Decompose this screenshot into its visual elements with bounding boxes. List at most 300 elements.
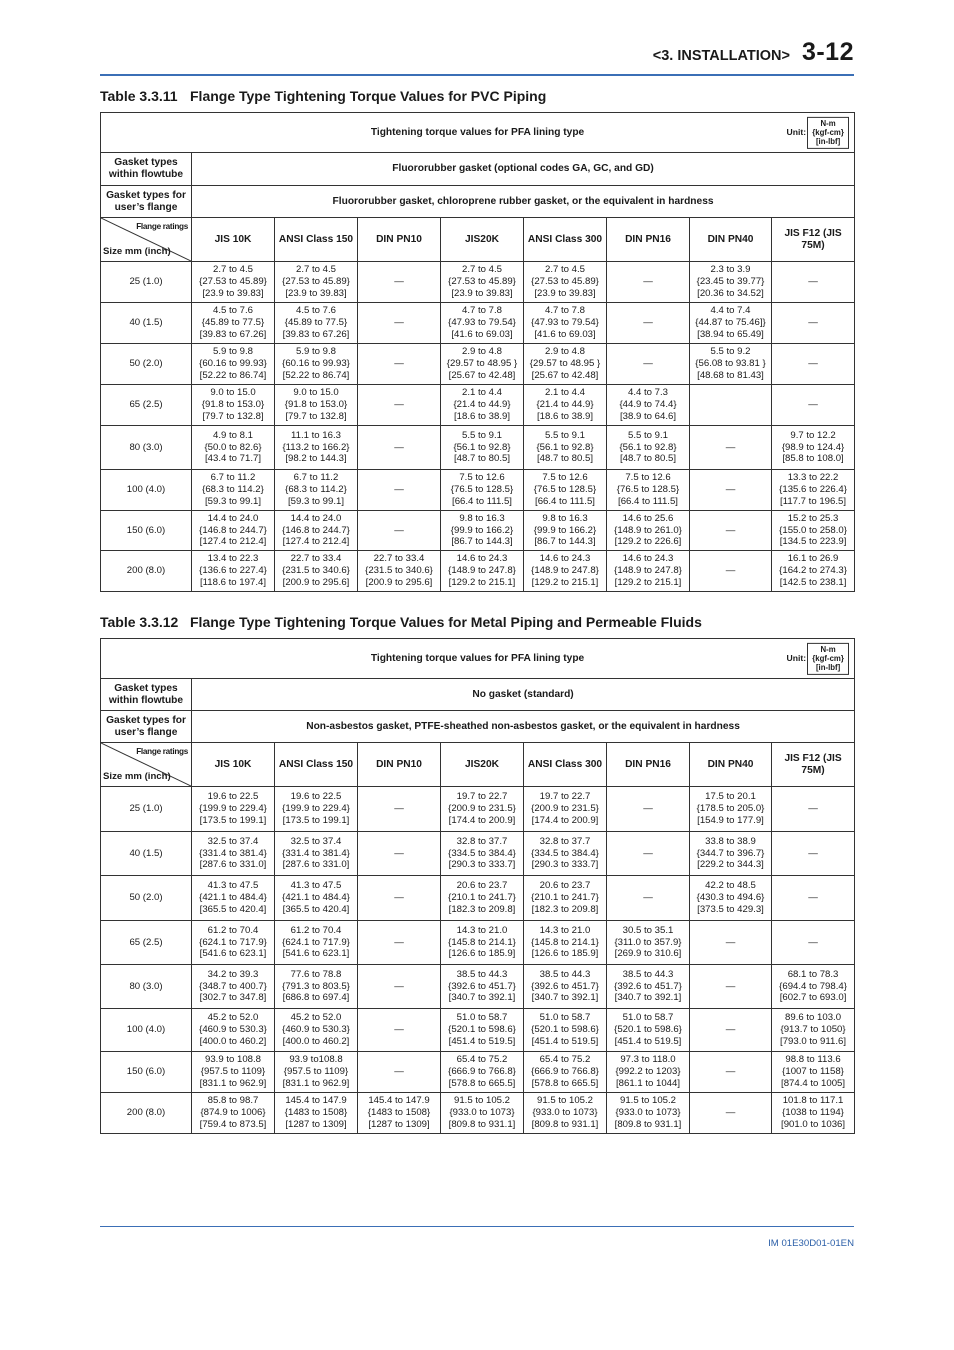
torque-cell bbox=[524, 1052, 607, 1093]
torque-value: {27.53 to 45.89} bbox=[199, 276, 267, 288]
torque-value: 51.0 to 58.7 bbox=[622, 1012, 674, 1024]
torque-cell bbox=[607, 511, 690, 551]
torque-cell bbox=[192, 965, 275, 1009]
table-body bbox=[101, 787, 855, 1134]
table-row bbox=[101, 262, 855, 303]
torque-value: [52.22 to 86.74] bbox=[199, 369, 267, 381]
torque-value: [229.2 to 344.3] bbox=[697, 859, 764, 871]
torque-value: {311.0 to 357.9} bbox=[614, 936, 682, 948]
unit-kgf-cm: {kgf-cm} bbox=[812, 127, 844, 137]
torque-cell bbox=[275, 1052, 358, 1093]
torque-value: 20.6 to 23.7 bbox=[456, 880, 508, 892]
torque-value: 14.3 to 21.0 bbox=[456, 924, 508, 936]
torque-value: 93.9 to108.8 bbox=[289, 1054, 343, 1066]
torque-value: 51.0 to 58.7 bbox=[456, 1012, 508, 1024]
torque-value: [602.7 to 693.0] bbox=[779, 992, 847, 1004]
torque-value: 14.4 to 24.0 bbox=[207, 512, 259, 524]
torque-value: 98.8 to 113.6 bbox=[785, 1054, 841, 1066]
torque-value: [48.7 to 80.5] bbox=[536, 453, 593, 465]
torque-cell bbox=[192, 832, 275, 876]
torque-value: {231.5 to 340.6} bbox=[365, 565, 433, 577]
torque-value: [578.8 to 665.5] bbox=[448, 1077, 516, 1089]
torque-value: [48.7 to 80.5] bbox=[619, 453, 676, 465]
torque-value: {430.3 to 494.6} bbox=[696, 892, 765, 904]
torque-cell bbox=[690, 832, 772, 876]
torque-value: [129.2 to 226.6] bbox=[614, 536, 682, 548]
torque-value: [182.3 to 209.8] bbox=[531, 903, 599, 915]
torque-cell bbox=[772, 832, 855, 876]
torque-value: {1007 to 1158} bbox=[782, 1066, 844, 1078]
torque-value: 77.6 to 78.8 bbox=[290, 968, 342, 980]
torque-cell bbox=[524, 426, 607, 470]
size-cell: 80 (3.0) bbox=[101, 965, 192, 1009]
torque-cell bbox=[275, 344, 358, 385]
torque-value: {231.5 to 340.6} bbox=[282, 565, 350, 577]
torque-cell bbox=[275, 1093, 358, 1134]
torque-value: 4.4 to 7.4 bbox=[710, 305, 751, 317]
torque-value: {666.9 to 766.8} bbox=[448, 1066, 516, 1078]
torque-value: 145.4 to 147.9 bbox=[285, 1095, 347, 1107]
torque-cell bbox=[690, 551, 772, 592]
torque-cell bbox=[607, 832, 690, 876]
torque-cell bbox=[441, 551, 524, 592]
torque-value: [759.4 to 873.5] bbox=[199, 1118, 267, 1130]
table-row bbox=[101, 1052, 855, 1093]
table-row bbox=[101, 344, 855, 385]
torque-value: [365.5 to 420.4] bbox=[199, 903, 267, 915]
torque-value: {148.9 to 247.8} bbox=[614, 565, 682, 577]
torque-value: {957.5 to 1109} bbox=[283, 1066, 349, 1078]
torque-value: {460.9 to 530.3} bbox=[282, 1024, 350, 1036]
torque-cell bbox=[524, 303, 607, 344]
table-number: Table 3.3.11 bbox=[100, 88, 178, 104]
torque-value: [20.36 to 34.52] bbox=[697, 287, 764, 299]
torque-cell bbox=[441, 426, 524, 470]
torque-value: [809.8 to 931.1] bbox=[448, 1118, 516, 1130]
torque-cell bbox=[690, 1093, 772, 1134]
torque-value: [874.4 to 1005] bbox=[781, 1077, 846, 1089]
table-row bbox=[101, 965, 855, 1009]
torque-value: — bbox=[725, 441, 736, 453]
torque-value: [59.3 to 99.1] bbox=[204, 495, 261, 507]
torque-value: [269.9 to 310.6] bbox=[614, 948, 682, 960]
torque-value: [365.5 to 420.4] bbox=[282, 903, 350, 915]
size-cell: 50 (2.0) bbox=[101, 876, 192, 921]
torque-cell bbox=[772, 511, 855, 551]
torque-value: [129.2 to 215.1] bbox=[448, 576, 516, 588]
torque-value: {45.89 to 77.5} bbox=[201, 317, 265, 329]
corner-header bbox=[101, 218, 192, 262]
table-caption bbox=[100, 88, 546, 104]
torque-value: 5.5 to 9.1 bbox=[627, 429, 668, 441]
torque-value: 32.8 to 37.7 bbox=[456, 835, 508, 847]
torque-cell bbox=[275, 876, 358, 921]
table-row bbox=[101, 551, 855, 592]
torque-value: [126.6 to 185.9] bbox=[448, 948, 516, 960]
unit-in-lbf: [in-lbf] bbox=[815, 137, 841, 147]
torque-cell bbox=[524, 470, 607, 511]
torque-value: [541.6 to 623.1] bbox=[282, 948, 350, 960]
size-cell: 25 (1.0) bbox=[101, 262, 192, 303]
torque-value: 42.2 to 48.5 bbox=[705, 880, 756, 892]
torque-value: 13.4 to 22.3 bbox=[207, 553, 259, 565]
torque-cell bbox=[441, 511, 524, 551]
torque-value: {44.87 to 75.46]} bbox=[695, 317, 766, 329]
torque-value: [182.3 to 209.8] bbox=[448, 903, 516, 915]
torque-value: — bbox=[725, 484, 736, 496]
torque-value: {913.7 to 1050} bbox=[780, 1024, 846, 1036]
torque-value: 101.8 to 117.1 bbox=[782, 1095, 844, 1107]
torque-value: {334.5 to 384.4} bbox=[448, 847, 516, 859]
corner-header bbox=[101, 743, 192, 787]
torque-value: {45.89 to 77.5} bbox=[284, 317, 348, 329]
torque-value: [79.7 to 132.8] bbox=[202, 410, 264, 422]
torque-cell bbox=[441, 1009, 524, 1052]
page-number: 3-12 bbox=[801, 38, 854, 66]
torque-cell bbox=[524, 832, 607, 876]
col-dinpn16: DIN PN16 bbox=[607, 743, 690, 787]
table-title: Flange Type Tightening Torque Values for PVC Piping bbox=[190, 88, 547, 104]
flange-ratings-label: Flange ratings bbox=[136, 222, 188, 231]
torque-cell bbox=[524, 787, 607, 832]
torque-value: {933.0 to 1073} bbox=[532, 1107, 598, 1119]
torque-value: 2.7 to 4.5 bbox=[212, 264, 253, 276]
torque-value: [98.2 to 144.3] bbox=[285, 453, 347, 465]
torque-value: [25.67 to 42.48] bbox=[531, 369, 599, 381]
torque-cell bbox=[441, 262, 524, 303]
torque-value: [809.8 to 931.1] bbox=[531, 1118, 599, 1130]
unit-nm: N-m bbox=[820, 644, 836, 654]
torque-value: [541.6 to 623.1] bbox=[199, 948, 267, 960]
torque-cell bbox=[772, 876, 855, 921]
gasket-user-value: Fluororubber gasket, chloroprene rubber gasket, or the equivalent in hardness bbox=[192, 186, 855, 218]
torque-value: [290.3 to 333.7] bbox=[448, 859, 516, 871]
unit-box bbox=[807, 116, 849, 148]
torque-cell bbox=[358, 1009, 441, 1052]
torque-value: — bbox=[394, 936, 404, 948]
torque-value: {27.53 to 45.89} bbox=[282, 276, 350, 288]
torque-value: [23.9 to 39.83] bbox=[202, 287, 264, 299]
torque-value: [85.8 to 108.0] bbox=[782, 453, 844, 465]
torque-value: [52.22 to 86.74] bbox=[282, 369, 350, 381]
torque-value: {392.6 to 451.7} bbox=[531, 980, 599, 992]
torque-cell bbox=[524, 921, 607, 965]
torque-value: — bbox=[394, 980, 404, 992]
torque-value: 2.7 to 4.5 bbox=[461, 264, 502, 276]
size-cell: 25 (1.0) bbox=[101, 787, 192, 832]
size-cell: 150 (6.0) bbox=[101, 1052, 192, 1093]
torque-cell bbox=[607, 470, 690, 511]
col-dinpn40: DIN PN40 bbox=[690, 743, 772, 787]
torque-value: 4.4 to 7.3 bbox=[627, 387, 668, 399]
torque-value: — bbox=[394, 803, 404, 815]
col-jisf12: JIS F12 (JIS 75M) bbox=[772, 743, 855, 787]
torque-value: {1038 to 1194} bbox=[782, 1107, 844, 1119]
torque-value: [66.4 to 111.5] bbox=[452, 495, 512, 507]
torque-cell bbox=[690, 965, 772, 1009]
torque-value: [129.2 to 215.1] bbox=[531, 576, 599, 588]
torque-value: — bbox=[394, 1024, 404, 1036]
torque-cell bbox=[192, 303, 275, 344]
torque-value: [287.6 to 331.0] bbox=[282, 859, 350, 871]
gasket-user-value: Non-asbestos gasket, PTFE-sheathed non-asbestos gasket, or the equivalent in hardness bbox=[192, 711, 855, 743]
torque-value: [25.67 to 42.48] bbox=[448, 369, 516, 381]
torque-value: — bbox=[643, 317, 653, 329]
torque-value: {98.9 to 124.4} bbox=[781, 441, 845, 453]
torque-value: {60.16 to 99.93} bbox=[282, 358, 350, 370]
torque-cell bbox=[275, 303, 358, 344]
torque-value: [48.68 to 81.43] bbox=[697, 369, 764, 381]
torque-value: 9.8 to 16.3 bbox=[542, 512, 588, 524]
table-caption bbox=[100, 614, 702, 630]
torque-value: {178.5 to 205.0} bbox=[696, 803, 765, 815]
torque-value: [1287 to 1309] bbox=[368, 1118, 430, 1130]
torque-value: — bbox=[394, 399, 404, 411]
torque-cell bbox=[275, 470, 358, 511]
torque-value: {992.2 to 1203} bbox=[615, 1066, 681, 1078]
torque-value: 34.2 to 39.3 bbox=[207, 968, 259, 980]
col-dinpn40: DIN PN40 bbox=[690, 218, 772, 262]
size-cell: 65 (2.5) bbox=[101, 921, 192, 965]
torque-value: 38.5 to 44.3 bbox=[456, 968, 508, 980]
torque-cell bbox=[772, 787, 855, 832]
torque-cell bbox=[772, 303, 855, 344]
torque-value: {99.9 to 166.2} bbox=[533, 524, 597, 536]
torque-value: [831.1 to 962.9] bbox=[199, 1077, 267, 1089]
torque-value: — bbox=[643, 276, 653, 288]
size-cell: 80 (3.0) bbox=[101, 426, 192, 470]
torque-value: [340.7 to 392.1] bbox=[448, 992, 516, 1004]
torque-value: [154.9 to 177.9] bbox=[697, 814, 764, 826]
torque-value: — bbox=[394, 892, 404, 904]
torque-cell bbox=[772, 551, 855, 592]
torque-cell bbox=[192, 262, 275, 303]
torque-value: [451.4 to 519.5] bbox=[448, 1035, 516, 1047]
torque-value: 45.2 to 52.0 bbox=[207, 1012, 259, 1024]
torque-cell bbox=[690, 344, 772, 385]
torque-value: 33.8 to 38.9 bbox=[705, 835, 756, 847]
torque-cell bbox=[607, 965, 690, 1009]
torque-value: {148.9 to 247.8} bbox=[448, 565, 516, 577]
torque-value: [66.4 to 111.5] bbox=[535, 495, 595, 507]
torque-value: 14.6 to 24.3 bbox=[622, 553, 674, 565]
unit-label: Unit: bbox=[786, 126, 807, 137]
torque-value: 11.1 to 16.3 bbox=[291, 429, 341, 441]
gasket-flowtube-label: Gasket types within flowtube bbox=[101, 679, 192, 711]
torque-value: — bbox=[394, 1066, 404, 1078]
torque-cell bbox=[772, 344, 855, 385]
torque-cell bbox=[192, 385, 275, 426]
torque-value: {56.1 to 92.8} bbox=[619, 441, 677, 453]
col-jis10k: JIS 10K bbox=[192, 743, 275, 787]
heading-text: Tightening torque values for PFA lining type bbox=[370, 652, 585, 664]
torque-value: {56.08 to 93.81 } bbox=[695, 358, 766, 370]
torque-value: {200.9 to 231.5} bbox=[448, 803, 516, 815]
col-dinpn16: DIN PN16 bbox=[607, 218, 690, 262]
torque-cell bbox=[358, 511, 441, 551]
torque-value: — bbox=[725, 1107, 736, 1119]
torque-value: {148.9 to 261.0} bbox=[614, 524, 682, 536]
torque-value: — bbox=[725, 936, 736, 948]
torque-cell bbox=[690, 303, 772, 344]
torque-value: {29.57 to 48.95 } bbox=[529, 358, 601, 370]
torque-value: 65.4 to 75.2 bbox=[456, 1054, 508, 1066]
torque-value: 9.0 to 15.0 bbox=[293, 387, 339, 399]
torque-value: {68.3 to 114.2} bbox=[285, 484, 347, 496]
torque-value: {957.5 to 1109} bbox=[200, 1066, 266, 1078]
col-ansi150: ANSI Class 150 bbox=[275, 743, 358, 787]
torque-cell bbox=[441, 385, 524, 426]
col-ansi300: ANSI Class 300 bbox=[524, 743, 607, 787]
torque-value: 15.2 to 25.3 bbox=[787, 512, 839, 524]
gasket-flowtube-value: No gasket (standard) bbox=[192, 679, 855, 711]
torque-cell bbox=[441, 876, 524, 921]
torque-value: {47.93 to 79.54} bbox=[448, 317, 516, 329]
size-cell: 200 (8.0) bbox=[101, 1093, 192, 1134]
torque-cell bbox=[275, 832, 358, 876]
torque-value: 2.9 to 4.8 bbox=[461, 346, 502, 358]
torque-value: [686.8 to 697.4] bbox=[282, 992, 350, 1004]
torque-value: 4.5 to 7.6 bbox=[212, 305, 253, 317]
torque-value: 45.2 to 52.0 bbox=[290, 1012, 342, 1024]
torque-cell bbox=[690, 876, 772, 921]
torque-cell bbox=[441, 832, 524, 876]
torque-value: [340.7 to 392.1] bbox=[531, 992, 599, 1004]
torque-cell bbox=[441, 921, 524, 965]
torque-value: {99.9 to 166.2} bbox=[450, 524, 514, 536]
torque-cell bbox=[192, 551, 275, 592]
torque-value: {331.4 to 381.4} bbox=[282, 847, 350, 859]
size-cell: 200 (8.0) bbox=[101, 551, 192, 592]
torque-value: 14.6 to 24.3 bbox=[456, 553, 508, 565]
torque-value: {164.2 to 274.3} bbox=[779, 565, 847, 577]
col-jis20k: JIS20K bbox=[441, 743, 524, 787]
torque-value: {520.1 to 598.6} bbox=[614, 1024, 682, 1036]
torque-value: {348.7 to 400.7} bbox=[199, 980, 267, 992]
torque-value: [174.4 to 200.9] bbox=[531, 814, 599, 826]
table-row bbox=[101, 385, 855, 426]
torque-value: — bbox=[808, 847, 818, 859]
torque-value: 16.1 to 26.9 bbox=[787, 553, 839, 565]
torque-value: [1287 to 1309] bbox=[285, 1118, 347, 1130]
torque-value: {146.8 to 244.7} bbox=[199, 524, 267, 536]
col-jisf12: JIS F12 (JIS 75M) bbox=[772, 218, 855, 262]
torque-value: 61.2 to 70.4 bbox=[290, 924, 342, 936]
torque-value: {91.8 to 153.0} bbox=[284, 399, 348, 411]
table-row bbox=[101, 1009, 855, 1052]
torque-value: 19.7 to 22.7 bbox=[539, 791, 591, 803]
torque-cell bbox=[358, 262, 441, 303]
torque-value: — bbox=[394, 276, 404, 288]
torque-value: 19.6 to 22.5 bbox=[207, 791, 259, 803]
torque-cell bbox=[358, 551, 441, 592]
torque-value: [373.5 to 429.3] bbox=[697, 903, 764, 915]
torque-cell bbox=[607, 1052, 690, 1093]
torque-value: 5.5 to 9.1 bbox=[461, 429, 502, 441]
footer-rule bbox=[100, 1226, 854, 1227]
torque-value: — bbox=[725, 1024, 736, 1036]
torque-cell bbox=[192, 344, 275, 385]
table-row bbox=[101, 787, 855, 832]
torque-cell bbox=[690, 470, 772, 511]
table-row bbox=[101, 303, 855, 344]
torque-cell bbox=[772, 1093, 855, 1134]
torque-value: {460.9 to 530.3} bbox=[199, 1024, 267, 1036]
torque-value: — bbox=[394, 358, 404, 370]
torque-value: {199.9 to 229.4} bbox=[282, 803, 350, 815]
torque-value: {694.4 to 798.4} bbox=[779, 980, 847, 992]
torque-value: 14.6 to 25.6 bbox=[622, 512, 674, 524]
torque-cell bbox=[358, 876, 441, 921]
torque-cell bbox=[607, 426, 690, 470]
table-row bbox=[101, 832, 855, 876]
torque-cell bbox=[358, 1093, 441, 1134]
torque-value: 2.7 to 4.5 bbox=[544, 264, 585, 276]
torque-value: [48.7 to 80.5] bbox=[453, 453, 510, 465]
heading-text: Tightening torque values for PFA lining type bbox=[370, 126, 585, 138]
torque-value: 14.6 to 24.3 bbox=[539, 553, 591, 565]
torque-cell bbox=[441, 1093, 524, 1134]
torque-value: {392.6 to 451.7} bbox=[614, 980, 682, 992]
torque-cell bbox=[192, 1009, 275, 1052]
torque-value: 7.5 to 12.6 bbox=[459, 472, 505, 484]
torque-value: {155.0 to 258.0} bbox=[779, 524, 847, 536]
torque-cell bbox=[524, 1093, 607, 1134]
torque-value: 4.9 to 8.1 bbox=[212, 429, 253, 441]
torque-cell bbox=[690, 511, 772, 551]
torque-value: [23.9 to 39.83] bbox=[534, 287, 596, 299]
torque-cell bbox=[524, 1009, 607, 1052]
torque-value: 2.3 to 3.9 bbox=[710, 264, 751, 276]
torque-cell bbox=[524, 385, 607, 426]
torque-cell bbox=[607, 1093, 690, 1134]
torque-value: {624.1 to 717.9} bbox=[282, 936, 350, 948]
torque-value: {113.2 to 166.2} bbox=[282, 441, 350, 453]
torque-value: {520.1 to 598.6} bbox=[531, 1024, 599, 1036]
torque-value: [451.4 to 519.5] bbox=[614, 1035, 682, 1047]
size-label: Size mm (inch) bbox=[103, 246, 171, 257]
torque-value: {50.0 to 82.6} bbox=[204, 441, 262, 453]
torque-value: 51.0 to 58.7 bbox=[539, 1012, 591, 1024]
torque-value: 9.0 to 15.0 bbox=[210, 387, 256, 399]
torque-cell bbox=[772, 965, 855, 1009]
torque-value: — bbox=[643, 892, 653, 904]
torque-value: 4.7 to 7.8 bbox=[461, 305, 502, 317]
torque-value: {27.53 to 45.89} bbox=[448, 276, 516, 288]
torque-value: 145.4 to 147.9 bbox=[368, 1095, 430, 1107]
gasket-flowtube-label: Gasket types within flowtube bbox=[101, 153, 192, 186]
torque-cell bbox=[275, 1009, 358, 1052]
torque-value: [86.7 to 144.3] bbox=[451, 536, 513, 548]
torque-value: [200.9 to 295.6] bbox=[282, 576, 350, 588]
torque-value: {200.9 to 231.5} bbox=[531, 803, 599, 815]
header-rule bbox=[100, 74, 854, 76]
size-cell: 100 (4.0) bbox=[101, 1009, 192, 1052]
torque-cell bbox=[607, 344, 690, 385]
torque-cell bbox=[524, 965, 607, 1009]
torque-value: [340.7 to 392.1] bbox=[614, 992, 682, 1004]
torque-cell bbox=[690, 1009, 772, 1052]
torque-value: 30.5 to 35.1 bbox=[622, 924, 674, 936]
torque-value: [18.6 to 38.9] bbox=[536, 410, 593, 422]
torque-cell bbox=[275, 787, 358, 832]
torque-cell bbox=[772, 1052, 855, 1093]
torque-value: — bbox=[643, 358, 653, 370]
torque-value: — bbox=[808, 936, 818, 948]
torque-cell bbox=[192, 470, 275, 511]
table-title: Flange Type Tightening Torque Values for Metal Piping and Permeable Fluids bbox=[190, 614, 702, 630]
torque-value: [43.4 to 71.7] bbox=[204, 453, 261, 465]
